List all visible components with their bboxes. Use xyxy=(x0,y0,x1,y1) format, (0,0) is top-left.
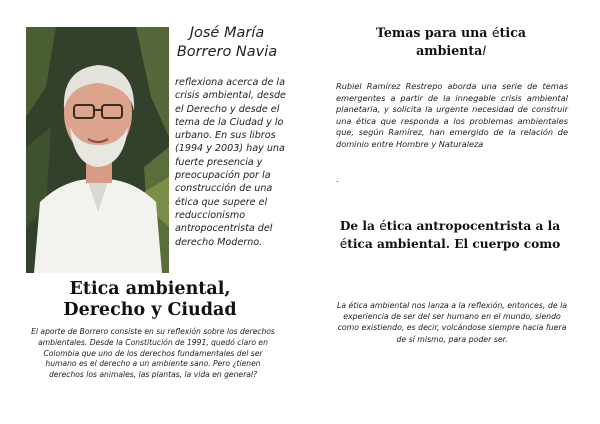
author-photo xyxy=(26,27,169,273)
section-title-2-accent-1: é xyxy=(379,219,387,233)
author-name-line2: Borrero Navia xyxy=(176,44,278,60)
section-body-anthropocentrism: La ética ambiental nos lanza a la reflexión, entonces, de la experiencia de ser del ser humano en el mundo, siendo como existiendo, es decir, volcándose siempre hacia fuera de sí mismo, para poder ser. xyxy=(336,301,568,344)
section-title-2-accent-2: é xyxy=(339,236,348,251)
section-title-2-part-c: tica ambiental. El cuerpo como xyxy=(347,236,561,251)
section-title-topics-part-b: tica xyxy=(499,25,527,40)
section-title-2-part-a: De la xyxy=(339,219,380,233)
book-abstract: El aporte de Borrero consiste en su reflexión sobre los derechos ambientales. Desde la Constitución de 1991, quedó claro en Colombia que uno de los derechos fundamentales del ser humano es el derecho a un ambiente sano. Pero ¿tienen derechos los animales, las plantas, la vida en general? xyxy=(31,327,275,380)
section-title-topics-accent: é xyxy=(491,25,500,40)
book-title xyxy=(30,279,270,321)
author-name-line1: José María xyxy=(189,25,265,41)
section-body-topics-dot: . xyxy=(336,175,339,184)
right-page xyxy=(300,0,600,424)
author-name xyxy=(172,24,282,62)
book-title-line2: Derecho y Ciudad xyxy=(63,300,237,320)
section-title-2-part-b: tica antropocentrista a la xyxy=(386,219,561,233)
section-title-topics-part-a: Temas para una xyxy=(375,25,492,40)
section-title-topics xyxy=(348,24,554,60)
section-body-topics: Rubiel Ramírez Restrepo aborda una serie de temas emergentes a partir de la innegable crisis ambiental planetaria, y solicita la urgente necesidad de construir una ética que responda a los problemas ambientales que, según Ramírez, han emergido de la relación de dominio entre Hombre y Naturaleza xyxy=(336,81,568,149)
author-bio: reflexiona acerca de la crisis ambiental, desde el Derecho y desde el tema de la Ciudad y lo urbano. En sus libros (1994 y 2003) hay una fuerte presencia y preocupación por la construcción de una ética que supere el reduccionismo antropocentrista del derecho Moderno. xyxy=(175,77,286,248)
section-title-anthropocentrism xyxy=(330,218,570,253)
section-title-topics-part-c: ambienta xyxy=(416,43,483,58)
book-title-line1: Etica ambiental, xyxy=(69,279,231,299)
section-title-topics-part-d: l xyxy=(482,43,486,58)
